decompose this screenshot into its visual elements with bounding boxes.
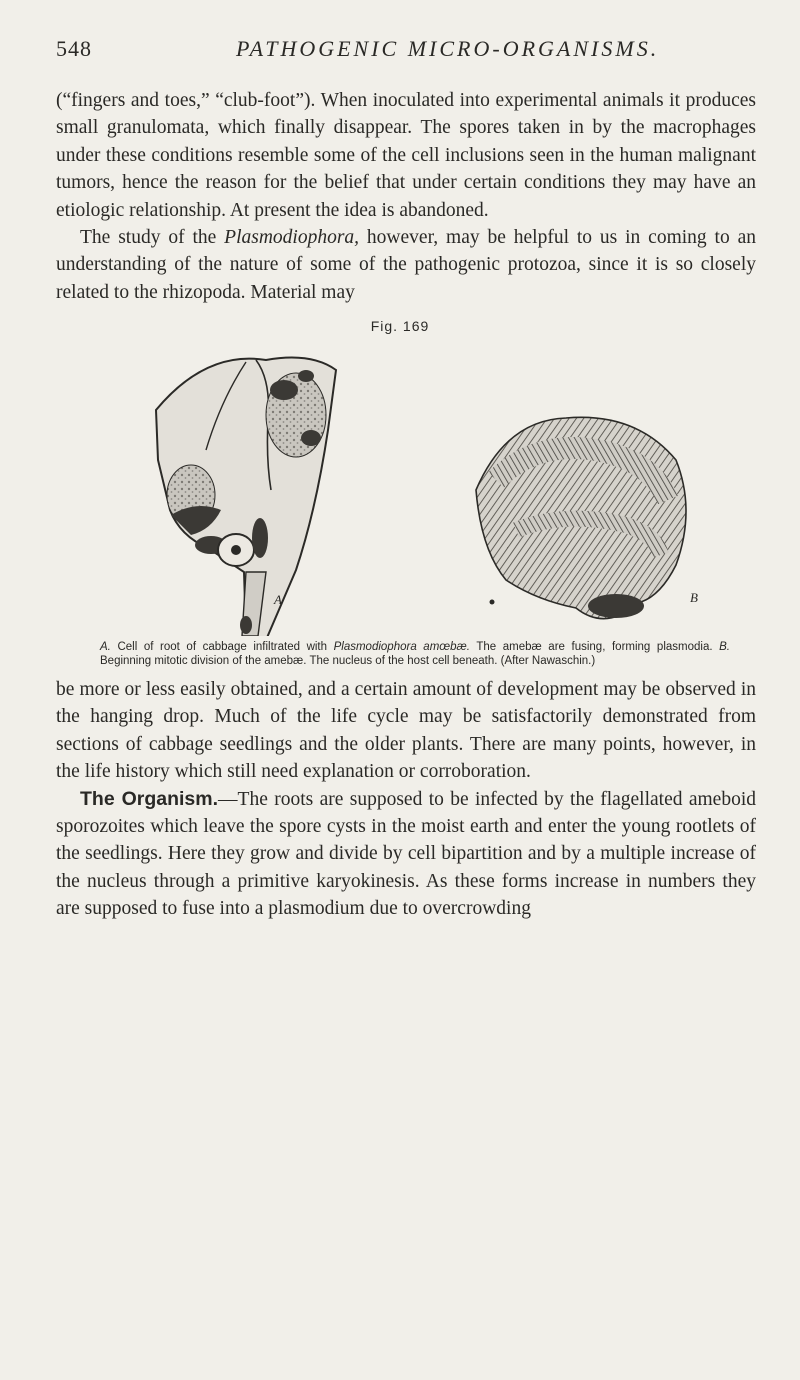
panel-b-label: B bbox=[690, 590, 698, 605]
italic-term: Plasmodiophora, bbox=[224, 227, 360, 249]
caption-text: The amebæ are fusing, forming plasmodia. bbox=[469, 641, 720, 653]
caption-text: Cell of root of cabbage infiltrated with bbox=[110, 641, 334, 653]
panel-b-drawing bbox=[476, 417, 686, 618]
page-number: 548 bbox=[56, 36, 92, 61]
caption-part-b-label: B. bbox=[719, 641, 730, 653]
paragraph-text: be more or less easily obtained, and a certain amount of development may be observed in the hanging drop. Much of the life cycle may be satisfactorily demonstrated from sections of cabbage seedlings and the older plants. There are many points, however, in the life history which still need explanation or corroboration. bbox=[56, 679, 756, 783]
figure-label: Fig. 169 bbox=[370, 318, 430, 334]
text-run: —The roots are supposed to be infected by the flagellated ameboid sporozoites which leave the spore cysts in the moist earth and enter the young rootlets of the seedlings. Here they grow and divide by cell bipartition and by a multiple increase of the nucleus through a primitive karyokinesis. As these forms increase in numbers they are supposed to fuse into a plasmodium due to overcrowding bbox=[56, 788, 757, 920]
caption-part-a-label: A. bbox=[100, 641, 111, 653]
text-run: however, may be helpful to us in coming to an understanding of the nature of some of the pathogenic protozoa, since it is so closely related to the rhizopoda. Material may bbox=[56, 227, 756, 303]
paragraph-text bbox=[56, 786, 756, 923]
paragraph-bottom bbox=[56, 676, 756, 923]
page-header bbox=[56, 36, 756, 76]
caption-text: Beginning mitotic division of the amebæ. The nucleus of the host cell beneath. (After Nawaschin.) bbox=[100, 655, 596, 667]
figure-caption bbox=[100, 640, 730, 668]
paragraph-top bbox=[56, 87, 756, 306]
text-run: The study of the bbox=[80, 227, 225, 249]
figure-illustration bbox=[96, 340, 716, 636]
caption-italic-term: Plasmodiophora amœbæ. bbox=[333, 641, 470, 653]
paragraph-text bbox=[56, 224, 756, 306]
section-heading: The Organism. bbox=[80, 787, 219, 810]
running-head: PATHOGENIC MICRO-ORGANISMS. bbox=[236, 36, 660, 61]
paragraph-text: (“fingers and toes,” “club-foot”). When inoculated into experimental animals it produces small granulomata, which finally disappear. The spores taken in by the macrophages under these conditions resemble some of the cell inclusions seen in the human malignant tumors, hence the reason for the belief that under certain conditions they may have an etiologic relationship. At present the idea is abandoned. bbox=[56, 90, 756, 221]
panel-a-label: A bbox=[274, 592, 282, 607]
panel-a-drawing bbox=[156, 358, 336, 636]
